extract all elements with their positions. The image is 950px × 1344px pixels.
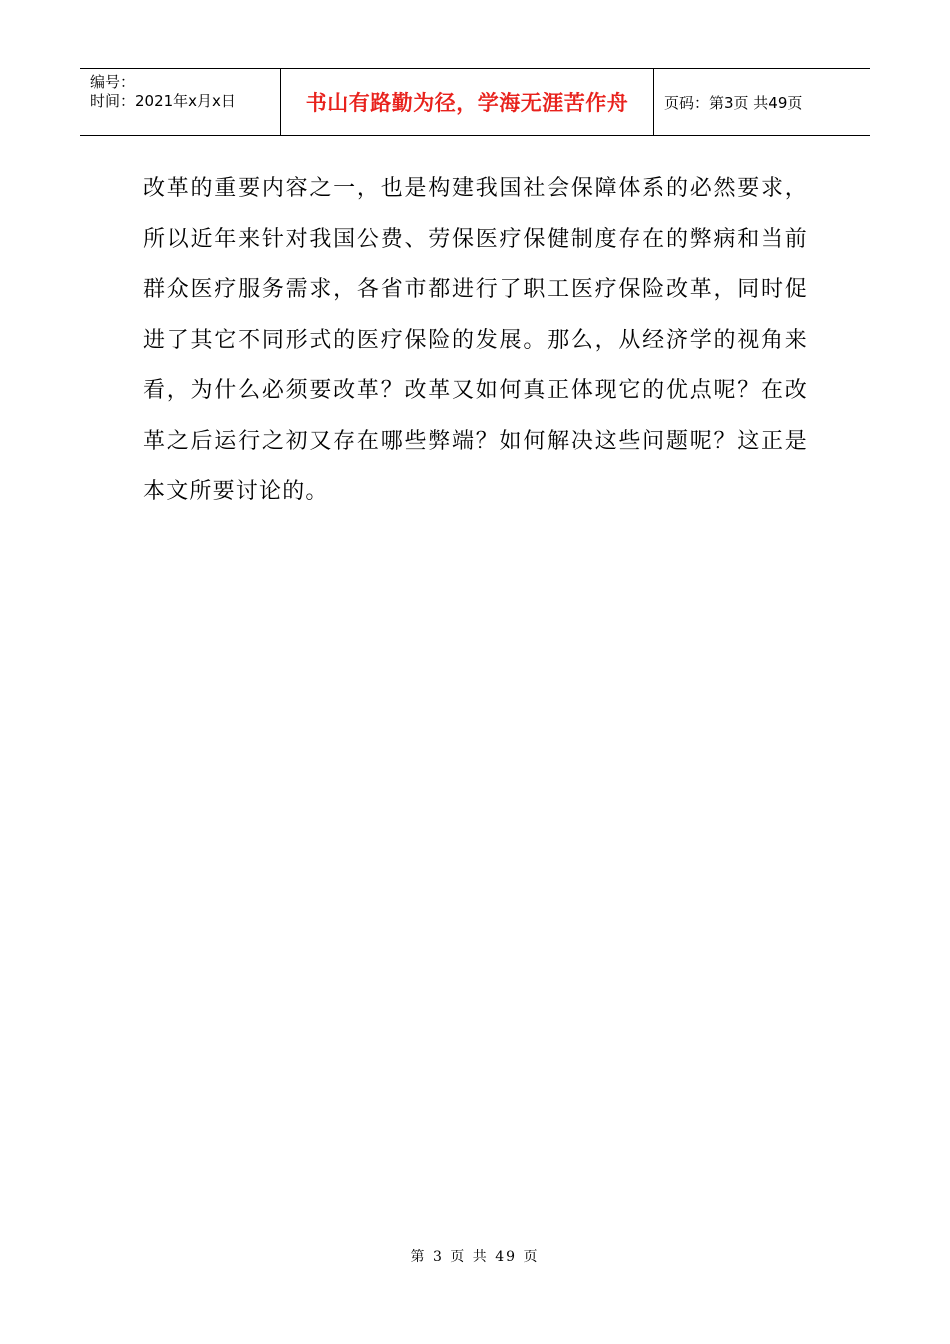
document-time-label: 时间：2021年x月x日 — [90, 92, 236, 110]
header-page-info: 页码：第3页 共49页 — [664, 93, 803, 112]
footer-page-number: 第 3 页 共 49 页 — [410, 1249, 540, 1265]
page-header — [80, 68, 870, 136]
header-motto-cell — [281, 69, 654, 135]
document-body — [143, 164, 808, 518]
header-right-cell — [654, 69, 870, 135]
document-number-label: 编号： — [90, 73, 136, 91]
header-motto: 书山有路勤为径，学海无涯苦作舟 — [305, 91, 629, 115]
body-paragraph: 改革的重要内容之一，也是构建我国社会保障体系的必然要求，所以近年来针对我国公费、劳保医疗保健制度存在的弊病和当前群众医疗服务需求，各省市都进行了职工医疗保险改革，同时促进了其它不同形式的医疗保险的发展。那么，从经济学的视角来看，为什么必须要改革？改革又如何真正体现它的优点呢？在改革之后运行之初又存在哪些弊端？如何解决这些问题呢？这正是本文所要讨论的。 — [143, 176, 808, 504]
page-footer — [0, 1246, 950, 1266]
header-left-cell — [80, 69, 281, 135]
